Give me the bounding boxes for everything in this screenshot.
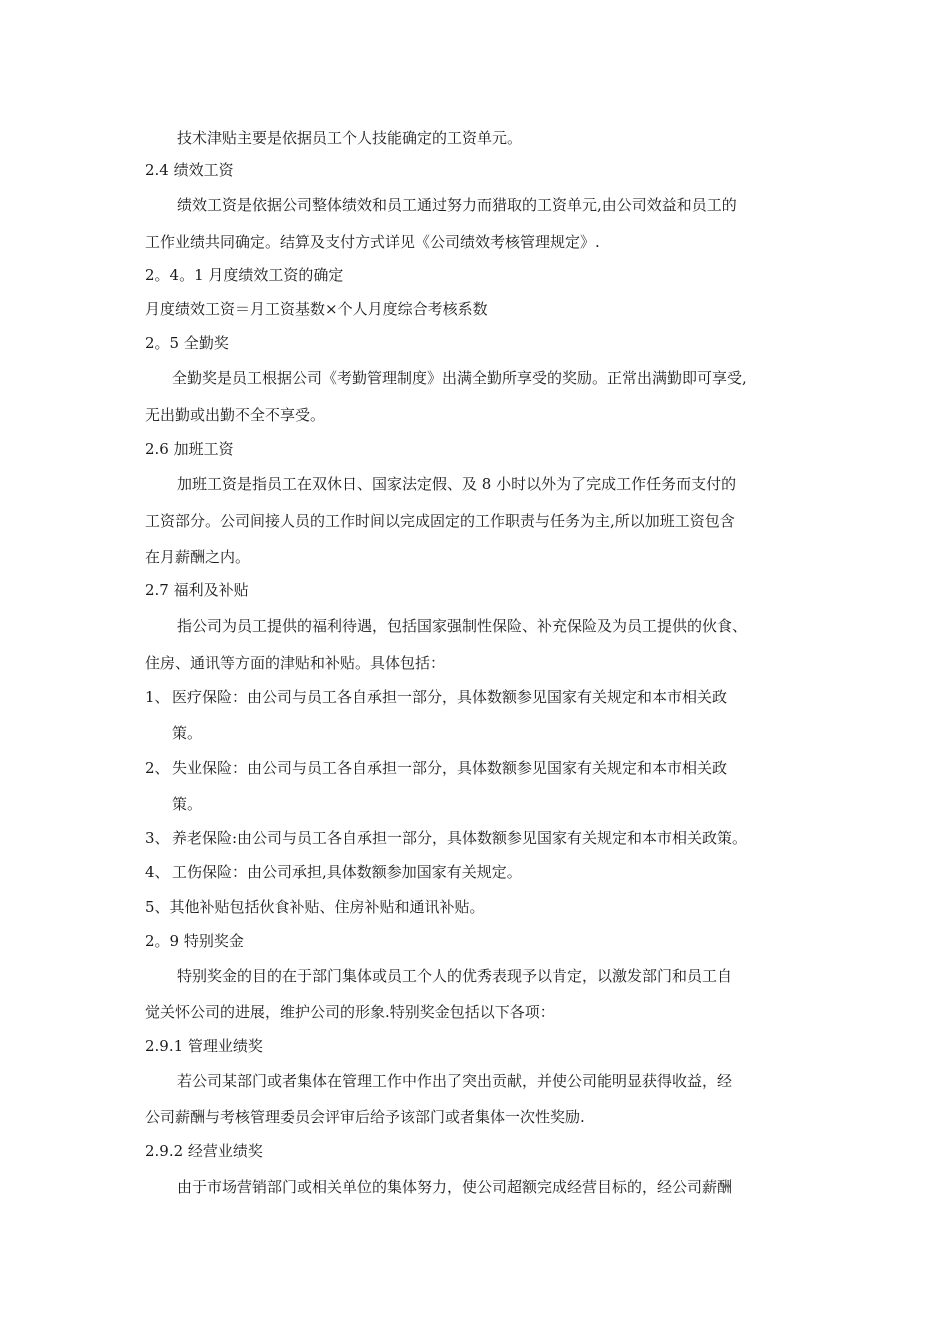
paragraph-line: 在月薪酬之内。 [145,548,251,566]
paragraph-line: 全勤奖是员工根据公司《考勤管理制度》出满全勤所享受的奖励。正常出满勤即可享受, [172,369,747,387]
paragraph-line: 加班工资是指员工在双休日、国家法定假、及 8 小时以外为了完成工作任务而支付的 [177,475,737,493]
section-heading-2-6: 2.6 加班工资 [145,440,234,458]
paragraph-line: 公司薪酬与考核管理委员会评审后给予该部门或者集体一次性奖励. [145,1108,585,1126]
paragraph-line: 工资部分。公司间接人员的工作时间以完成固定的工作职责与任务为主,所以加班工资包含 [145,512,735,530]
paragraph-line: 工作业绩共同确定。结算及支付方式详见《公司绩效考核管理规定》. [145,233,600,251]
section-heading-2-9-1: 2.9.1 管理业绩奖 [145,1037,263,1055]
list-item-text: 策。 [172,724,203,742]
section-heading-2-5: 2。5 全勤奖 [145,334,229,352]
list-item-text: 养老保险:由公司与员工各自承担一部分，具体数额参见国家有关规定和本市相关政策。 [172,829,748,847]
section-heading-2-4: 2.4 绩效工资 [145,161,234,179]
list-number: 2、 [145,759,170,777]
paragraph-line: 技术津贴主要是依据员工个人技能确定的工资单元。 [177,129,523,147]
list-number: 3、 [145,829,170,847]
section-heading-2-7: 2.7 福利及补贴 [145,581,249,599]
list-number: 4、 [145,863,170,881]
paragraph-line: 无出勤或出勤不全不享受。 [145,406,326,424]
section-heading-2-9: 2。9 特别奖金 [145,932,244,950]
paragraph-line: 绩效工资是依据公司整体绩效和员工通过努力而猎取的工资单元,由公司效益和员工的 [177,196,737,214]
list-item-text: 医疗保险：由公司与员工各自承担一部分，具体数额参见国家有关规定和本市相关政 [172,688,728,706]
section-heading-2-9-2: 2.9.2 经营业绩奖 [145,1142,263,1160]
paragraph-line: 特别奖金的目的在于部门集体或员工个人的优秀表现予以肯定，以激发部门和员工自 [177,967,733,985]
section-heading-2-4-1: 2。4。1 月度绩效工资的确定 [145,266,344,284]
formula-line: 月度绩效工资＝月工资基数×个人月度综合考核系数 [145,300,488,318]
list-item-text: 工伤保险：由公司承担,具体数额参加国家有关规定。 [172,863,522,881]
paragraph-line: 指公司为员工提供的福利待遇，包括国家强制性保险、补充保险及为员工提供的伙食、 [177,617,748,635]
paragraph-line: 由于市场营销部门或相关单位的集体努力，使公司超额完成经营目标的，经公司薪酬 [177,1178,733,1196]
list-number: 1、 [145,688,170,706]
paragraph-line: 若公司某部门或者集体在管理工作中作出了突出贡献，并使公司能明显获得收益，经 [177,1072,733,1090]
paragraph-line: 住房、通讯等方面的津贴和补贴。具体包括： [145,654,446,672]
list-item-text: 失业保险：由公司与员工各自承担一部分，具体数额参见国家有关规定和本市相关政 [172,759,728,777]
list-item-text: 5、其他补贴包括伙食补贴、住房补贴和通讯补贴。 [145,898,485,916]
list-item-text: 策。 [172,795,203,813]
paragraph-line: 觉关怀公司的进展，维护公司的形象.特别奖金包括以下各项： [145,1003,555,1021]
